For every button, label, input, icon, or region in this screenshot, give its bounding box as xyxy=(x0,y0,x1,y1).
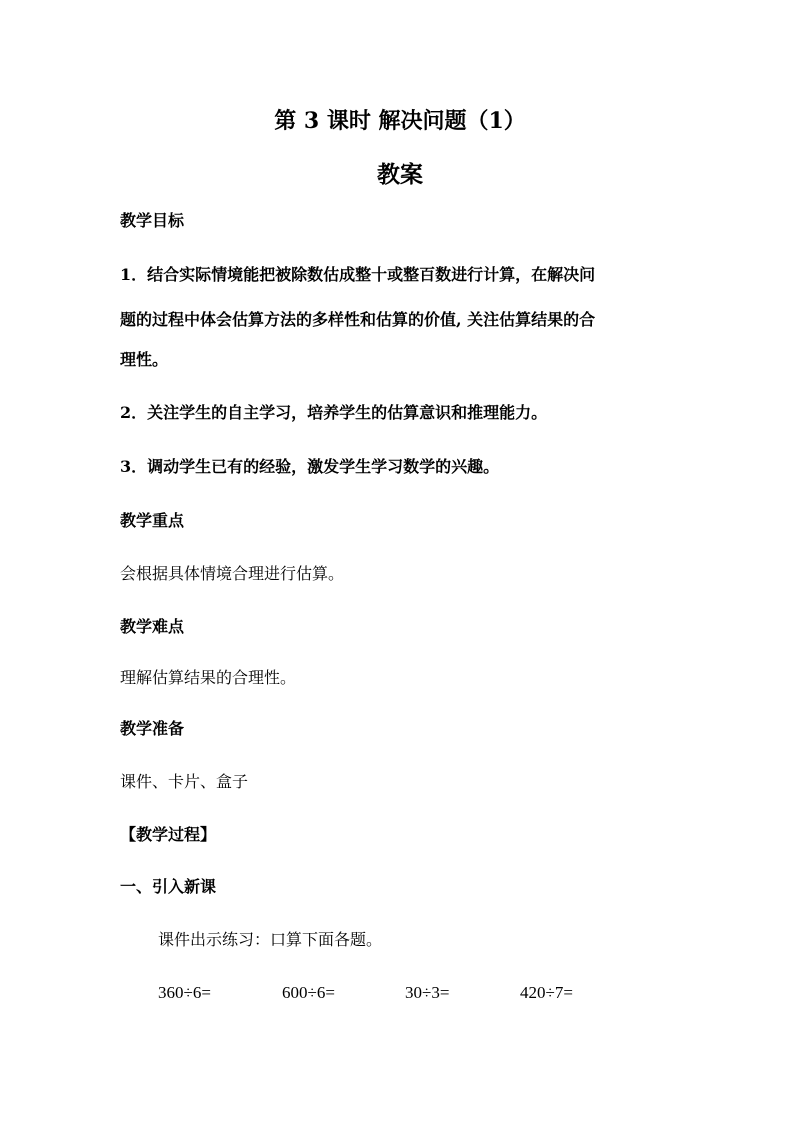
expression-4: 420÷7= xyxy=(520,983,573,1002)
difficulties-text: 理解估算结果的合理性。 xyxy=(120,668,297,687)
document-subtitle: 教案 xyxy=(377,161,423,188)
exercise-instruction: 课件出示练习：口算下面各题。 xyxy=(158,930,383,949)
objective-3: 3．调动学生已有的经验，激发学生学习数学的兴趣。 xyxy=(120,457,500,476)
lesson-title: 第 3 课时 解决问题（1） xyxy=(274,108,526,134)
subsection-heading-intro: 一、引入新课 xyxy=(120,877,217,896)
expression-2: 600÷6= xyxy=(282,983,335,1002)
expression-3: 30÷3= xyxy=(405,983,450,1002)
section-heading-objectives: 教学目标 xyxy=(120,211,185,230)
objective-1-line-2: 题的过程中体会估算方法的多样性和估算的价值, 关注估算结果的合 xyxy=(120,310,596,329)
expression-1: 360÷6= xyxy=(158,983,211,1002)
objective-1-line-1: 1．结合实际情境能把被除数估成整十或整百数进行计算，在解决问 xyxy=(120,265,596,284)
preparation-text: 课件、卡片、盒子 xyxy=(120,772,249,791)
key-points-text: 会根据具体情境合理进行估算。 xyxy=(120,564,345,583)
section-heading-key-points: 教学重点 xyxy=(120,511,185,530)
section-heading-process: 【教学过程】 xyxy=(120,825,217,844)
objective-1-line-3: 理性。 xyxy=(120,350,169,369)
objective-2: 2．关注学生的自主学习，培养学生的估算意识和推理能力。 xyxy=(120,403,548,422)
section-heading-preparation: 教学准备 xyxy=(120,719,185,738)
section-heading-difficulties: 教学难点 xyxy=(120,617,185,636)
